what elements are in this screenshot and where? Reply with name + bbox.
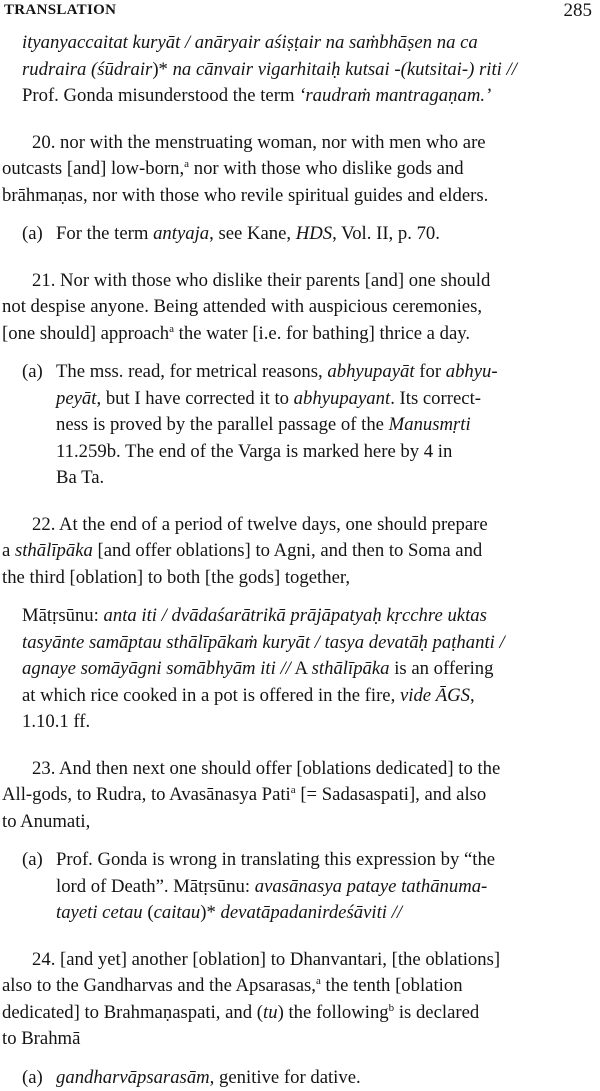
plain-text: at which rice cooked in a pot is offered in the fire, <box>22 685 400 706</box>
plain-text: lord of Death”. Mātṛsūnu: <box>56 876 255 897</box>
sanskrit-text: sthālīpāka <box>312 658 390 679</box>
note-label: (a) <box>22 1065 56 1091</box>
text-line: brāhmaṇas, nor with those who revile spiritual guides and elders. <box>2 183 596 210</box>
plain-text: For the term <box>56 223 153 244</box>
sanskrit-text: ityanyaccaitat kuryāt / anāryair aśiṣṭair na saṁbhāṣen na ca <box>22 32 478 53</box>
plain-text: Prof. Gonda misunderstood the term <box>22 85 299 106</box>
verse-22 <box>0 512 600 592</box>
text-line <box>22 1065 596 1091</box>
commentator-name: Mātṛsūnu: <box>22 605 104 626</box>
page-body <box>0 30 600 1091</box>
plain-text: [= Sadasaspati], and also <box>296 784 487 805</box>
running-header <box>4 0 592 24</box>
text-line: 22. At the end of a period of twelve days, one should prepare <box>2 512 596 539</box>
note-21a <box>0 359 600 492</box>
text-line <box>2 538 596 565</box>
plain-text: is an offering <box>390 658 494 679</box>
plain-text: , Vol. II, p. 70. <box>332 223 440 244</box>
emendation-mark: )* <box>152 59 172 80</box>
text-line <box>2 973 596 1000</box>
sanskrit-text: caitau <box>154 902 201 923</box>
text-line <box>22 847 596 874</box>
plain-text: A <box>291 658 312 679</box>
intro-quotation <box>0 30 600 110</box>
page-number: 285 <box>564 0 593 22</box>
text-line <box>2 1000 596 1027</box>
note-24a <box>0 1065 600 1091</box>
text-line: 1.10.1 ff. <box>22 709 596 736</box>
footnote-marker: a <box>184 158 189 170</box>
plain-text: . Its correct- <box>390 388 481 409</box>
sanskrit-text: na cānvair vigarhitaiḥ kutsai -(kutsitai-) riti // <box>173 59 517 80</box>
note-23a <box>0 847 600 927</box>
footnote-marker: a <box>316 975 321 987</box>
plain-text: ( <box>143 902 154 923</box>
sanskrit-text: rudraira ( <box>22 59 97 80</box>
sanskrit-text: sthālīpāka <box>15 540 93 561</box>
plain-text: , genitive for dative. <box>210 1067 361 1088</box>
text-line: 11.259b. The end of the Varga is marked here by 4 in <box>22 439 596 466</box>
plain-text: dedicated] to Brahmaṇaspati, and ( <box>2 1002 263 1023</box>
text-line: 23. And then next one should offer [oblations dedicated] to the <box>2 756 596 783</box>
text-line: 20. nor with the menstruating woman, nor with men who are <box>2 130 596 157</box>
plain-text: All-gods, to Rudra, to Avasānasya Pati <box>2 784 291 805</box>
footnote-marker: a <box>291 784 296 796</box>
work-title: Manusmṛti <box>389 414 471 435</box>
sanskrit-text: antyaja <box>153 223 209 244</box>
text-line <box>22 412 596 439</box>
text-line: not despise anyone. Being attended with auspicious ceremonies, <box>2 294 596 321</box>
text-line <box>22 874 596 901</box>
note-label: (a) <box>22 221 56 248</box>
footnote-marker: b <box>389 1002 395 1014</box>
plain-text: the water [i.e. for bathing] thrice a day. <box>174 323 470 344</box>
plain-text: also to the Gandharvas and the Apsarasas, <box>2 975 316 996</box>
plain-text: ) the following <box>278 1002 389 1023</box>
plain-text: The mss. read, for metrical reasons, <box>56 361 327 382</box>
sanskrit-text: peyāt <box>56 388 96 409</box>
plain-text: is declared <box>394 1002 479 1023</box>
text-line <box>22 30 596 57</box>
work-title: HDS <box>296 223 332 244</box>
text-line <box>22 83 596 110</box>
verse-20 <box>0 130 600 210</box>
sanskrit-text: abhyupayant <box>294 388 391 409</box>
sanskrit-text: anta iti / dvādaśarātrikā prājāpatyaḥ kṛcchre uktas <box>104 605 487 626</box>
text-line <box>22 683 596 710</box>
text-line <box>22 359 596 386</box>
text-line: Ba Ta. <box>22 465 596 492</box>
text-line <box>2 321 596 348</box>
text-line <box>22 630 596 657</box>
sanskrit-text: gandharvāpsarasām <box>56 1067 210 1088</box>
plain-text: for <box>415 361 446 382</box>
plain-text: )* <box>200 902 220 923</box>
sanskrit-text: ‘raudraṁ mantragaṇam.’ <box>299 85 491 106</box>
note-label: (a) <box>22 359 56 386</box>
sanskrit-text: tu <box>263 1002 278 1023</box>
verse-24 <box>0 947 600 1053</box>
sanskrit-text: tasyānte samāptau sthālīpākaṁ kuryāt / tasya devatāḥ paṭhanti / <box>22 632 505 653</box>
plain-text: , <box>470 685 475 706</box>
plain-text: ness is proved by the parallel passage of the <box>56 414 389 435</box>
text-line <box>22 900 596 927</box>
text-line <box>22 656 596 683</box>
emendation-text: śūdrair <box>97 59 152 80</box>
verse-21 <box>0 268 600 348</box>
text-line <box>22 57 596 84</box>
footnote-marker: a <box>169 323 174 335</box>
text-line: the third [oblation] to both [the gods] together, <box>2 565 596 592</box>
plain-text: nor with those who dislike gods and <box>189 158 464 179</box>
plain-text: [one should] approach <box>2 323 169 344</box>
sanskrit-text: abhyu- <box>446 361 498 382</box>
text-line <box>22 603 596 630</box>
commentary-22 <box>0 603 600 736</box>
text-line <box>2 782 596 809</box>
sanskrit-text: abhyupayāt <box>327 361 414 382</box>
text-line <box>22 386 596 413</box>
sanskrit-text: devatāpadanirdeśāviti // <box>221 902 402 923</box>
plain-text: [and offer oblations] to Agni, and then to Soma and <box>93 540 482 561</box>
text-line: 24. [and yet] another [oblation] to Dhanvantari, [the oblations] <box>2 947 596 974</box>
plain-text: the tenth [oblation <box>321 975 463 996</box>
reference-text: vide ĀGS <box>400 685 470 706</box>
text-line: to Anumati, <box>2 809 596 836</box>
sanskrit-text: agnaye somāyāgni somābhyām iti // <box>22 658 291 679</box>
text-line <box>2 156 596 183</box>
plain-text: , but I have corrected it to <box>96 388 293 409</box>
note-label: (a) <box>22 847 56 874</box>
verse-23 <box>0 756 600 836</box>
plain-text: , see Kane, <box>209 223 296 244</box>
sanskrit-text: avasānasya pataye tathānuma- <box>255 876 488 897</box>
text-line <box>22 221 596 248</box>
text-line: 21. Nor with those who dislike their parents [and] one should <box>2 268 596 295</box>
note-20a <box>0 221 600 248</box>
running-title: TRANSLATION <box>4 2 116 19</box>
plain-text: a <box>2 540 15 561</box>
plain-text: Prof. Gonda is wrong in translating this expression by “the <box>56 849 495 870</box>
text-line: to Brahmā <box>2 1026 596 1053</box>
sanskrit-text: tayeti cetau <box>56 902 143 923</box>
plain-text: outcasts [and] low-born, <box>2 158 184 179</box>
